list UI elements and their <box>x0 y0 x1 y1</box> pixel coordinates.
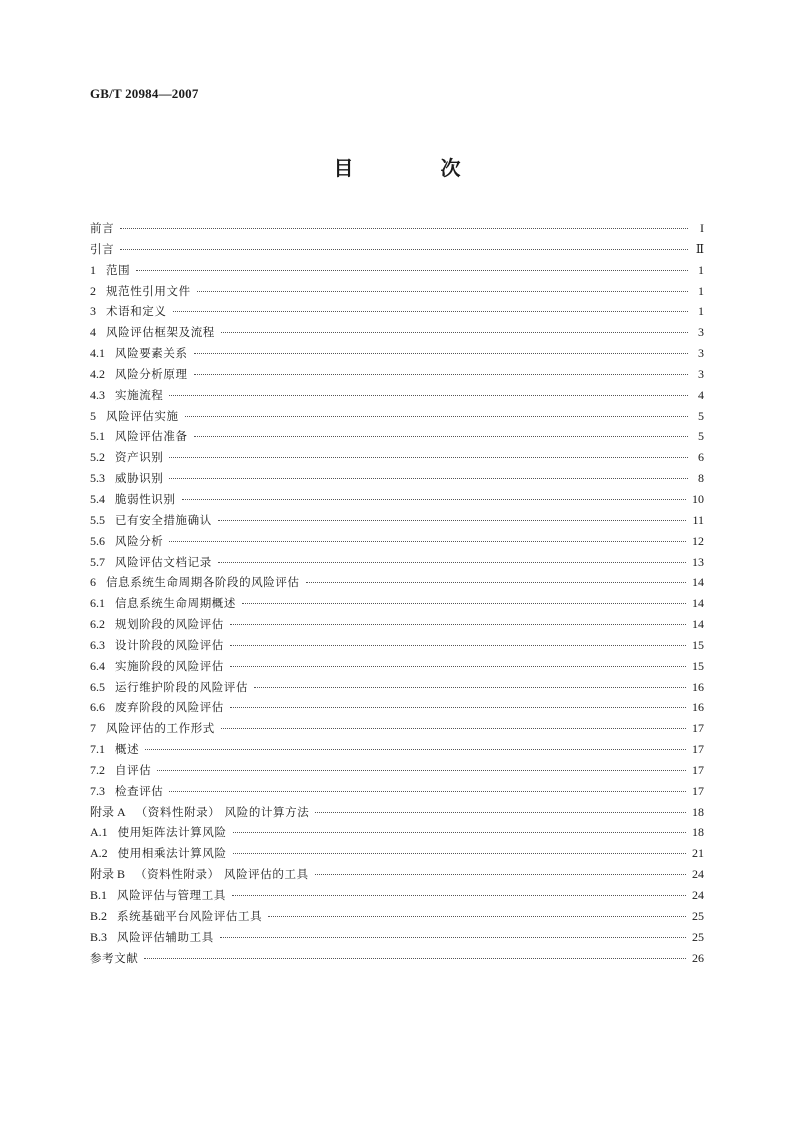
toc-entry-page: 17 <box>692 783 704 798</box>
toc-entry[interactable] <box>90 593 704 614</box>
dot-leader <box>197 291 688 292</box>
dot-leader <box>182 499 687 500</box>
toc-entry[interactable] <box>90 260 704 281</box>
toc-entry-number: B.3 <box>90 929 108 944</box>
toc-entry-page: 3 <box>698 366 704 381</box>
toc-entry-number: 7.3 <box>90 783 105 798</box>
toc-entry[interactable] <box>90 468 704 489</box>
toc-entry[interactable] <box>90 552 704 573</box>
toc-entry-page: 11 <box>692 512 704 527</box>
toc-entry-number: 5.6 <box>90 533 105 548</box>
toc-entry[interactable] <box>90 510 704 531</box>
toc-entry-label: 风险分析原理 <box>115 366 188 381</box>
dot-leader <box>230 707 686 708</box>
toc-entry-page: Ⅱ <box>695 241 704 256</box>
dot-leader <box>120 228 688 229</box>
dot-leader <box>315 874 686 875</box>
toc-entry-number: 5.5 <box>90 512 105 527</box>
toc-entry[interactable] <box>90 718 704 739</box>
toc-entry-label: 范围 <box>106 262 131 277</box>
toc-entry-label: 使用矩阵法计算风险 <box>117 825 227 840</box>
toc-entry-page: 6 <box>698 450 704 465</box>
toc-entry-label: （资料性附录） 风险的计算方法 <box>135 804 310 819</box>
toc-entry-label: 威胁识别 <box>115 471 164 486</box>
toc-entry-number: 5.3 <box>90 471 105 486</box>
dot-leader <box>218 562 686 563</box>
toc-entry[interactable] <box>90 281 704 302</box>
toc-entry-page: I <box>700 221 704 235</box>
dot-leader <box>194 436 688 437</box>
toc-entry-number: 6.1 <box>90 596 105 611</box>
toc-entry-label: 运行维护阶段的风险评估 <box>115 679 249 694</box>
toc-entry[interactable] <box>90 218 704 239</box>
page-title: 目 次 <box>333 156 501 180</box>
toc-entry[interactable] <box>90 301 704 322</box>
toc-entry-label: 实施流程 <box>115 387 164 402</box>
toc-entry-label: 已有安全措施确认 <box>115 512 212 527</box>
toc-entry-number: 2 <box>90 283 96 298</box>
document-code: GB/T 20984—2007 <box>90 86 199 101</box>
dot-leader <box>169 395 688 396</box>
toc-entry-label: 信息系统生命周期概述 <box>115 596 236 611</box>
toc-entry-number: 4.3 <box>90 387 105 402</box>
toc-entry-label: 系统基础平台风险评估工具 <box>117 908 263 923</box>
toc-entry-page: 10 <box>692 491 704 506</box>
toc-entry-label: 风险评估实施 <box>106 408 179 423</box>
dot-leader <box>169 541 686 542</box>
toc-entry-label: 脆弱性识别 <box>115 491 176 506</box>
toc-entry-page: 15 <box>692 637 704 652</box>
toc-entry-number: 5.4 <box>90 491 105 506</box>
toc-entry-label: 参考文献 <box>90 950 139 965</box>
toc-entry-number: 5.7 <box>90 554 105 569</box>
toc-entry-label: 风险评估与管理工具 <box>117 888 226 902</box>
toc-entry[interactable] <box>90 739 704 760</box>
toc-entry-label: （资料性附录） 风险评估的工具 <box>135 867 309 882</box>
dot-leader <box>194 374 688 375</box>
toc-entry-page: 16 <box>692 679 704 694</box>
toc-entry[interactable] <box>90 948 704 969</box>
toc-entry-label: 风险评估框架及流程 <box>106 325 215 340</box>
toc-entry-page: 8 <box>698 471 704 486</box>
toc-entry-page: 21 <box>692 846 704 861</box>
dot-leader <box>136 270 688 271</box>
toc-entry[interactable] <box>90 760 704 781</box>
toc-entry-number: 5.2 <box>90 450 105 465</box>
toc-entry-label: 废弃阶段的风险评估 <box>115 700 224 715</box>
toc-entry-label: 规范性引用文件 <box>106 283 191 298</box>
toc-entry-page: 14 <box>692 596 704 611</box>
toc-entry[interactable] <box>90 885 704 906</box>
toc-entry-label: 风险评估辅助工具 <box>117 929 214 944</box>
toc-entry-page: 25 <box>692 908 704 923</box>
toc-entry[interactable] <box>90 927 704 948</box>
toc-entry-page: 18 <box>692 804 704 819</box>
toc-entry[interactable] <box>90 864 704 885</box>
toc-entry[interactable] <box>90 239 704 260</box>
toc-entry-page: 5 <box>698 429 704 444</box>
toc-entry-number: 6.6 <box>90 700 105 715</box>
toc-entry-number: 4.2 <box>90 366 105 381</box>
toc-entry-label: 概述 <box>115 742 140 757</box>
toc-entry-page: 1 <box>698 304 704 319</box>
toc-entry-page: 5 <box>698 408 704 423</box>
toc-entry-label: 设计阶段的风险评估 <box>115 637 224 652</box>
toc-entry-page: 1 <box>698 283 704 298</box>
toc-entry-page: 17 <box>692 721 704 736</box>
toc-entry-number: 3 <box>90 304 96 319</box>
toc-entry[interactable] <box>90 322 704 343</box>
dot-leader <box>157 770 686 771</box>
dot-leader <box>220 937 686 938</box>
toc-entry-page: 3 <box>698 325 704 340</box>
toc-entry-page: 14 <box>692 617 704 632</box>
toc-entry[interactable] <box>90 614 704 635</box>
toc-entry-number: 4 <box>90 325 96 340</box>
toc-entry[interactable] <box>90 906 704 927</box>
toc-entry[interactable] <box>90 426 704 447</box>
toc-entry-number: 1 <box>90 262 96 277</box>
toc-entry-label: 前言 <box>90 221 115 235</box>
toc-entry-page: 13 <box>692 554 704 569</box>
toc-entry-page: 18 <box>692 825 704 840</box>
toc-entry-number: 6 <box>90 575 96 590</box>
toc-entry-label: 资产识别 <box>115 450 164 465</box>
dot-leader <box>242 603 686 604</box>
dot-leader <box>232 895 686 896</box>
toc-entry-number: 5 <box>90 408 96 423</box>
toc-entry-number: A.1 <box>90 825 108 840</box>
toc-entry[interactable] <box>90 343 704 364</box>
dot-leader <box>169 457 688 458</box>
toc-entry-label: 引言 <box>90 241 115 256</box>
toc-entry-page: 1 <box>698 262 704 277</box>
toc-entry-number: 6.5 <box>90 679 105 694</box>
table-of-contents <box>90 218 704 968</box>
toc-entry-label: 信息系统生命周期各阶段的风险评估 <box>106 575 300 590</box>
toc-entry-page: 17 <box>692 762 704 777</box>
dot-leader <box>306 582 686 583</box>
toc-entry-page: 15 <box>692 658 704 673</box>
dot-leader <box>221 728 686 729</box>
toc-entry-number: A.2 <box>90 846 108 861</box>
toc-entry-number: B.2 <box>90 908 108 923</box>
toc-entry-label: 使用相乘法计算风险 <box>117 846 227 861</box>
toc-entry-label: 风险分析 <box>115 533 164 548</box>
toc-entry[interactable] <box>90 572 704 593</box>
toc-entry-page: 24 <box>692 888 704 902</box>
toc-entry[interactable] <box>90 489 704 510</box>
toc-entry-number: 4.1 <box>90 346 105 361</box>
toc-entry[interactable] <box>90 385 704 406</box>
dot-leader <box>145 749 686 750</box>
toc-entry[interactable] <box>90 364 704 385</box>
toc-entry[interactable] <box>90 406 704 427</box>
toc-entry[interactable] <box>90 802 704 823</box>
toc-entry[interactable] <box>90 822 704 843</box>
dot-leader <box>233 853 686 854</box>
toc-entry-number: 6.3 <box>90 637 105 652</box>
dot-leader <box>169 791 686 792</box>
toc-entry-page: 14 <box>692 575 704 590</box>
toc-entry-label: 风险要素关系 <box>115 346 188 361</box>
toc-entry[interactable] <box>90 447 704 468</box>
toc-entry-label: 自评估 <box>115 762 152 777</box>
toc-entry-page: 17 <box>692 742 704 757</box>
toc-entry[interactable] <box>90 843 704 864</box>
toc-entry-label: 术语和定义 <box>106 304 167 319</box>
toc-entry[interactable] <box>90 531 704 552</box>
dot-leader <box>233 832 686 833</box>
toc-entry-number: 5.1 <box>90 429 105 444</box>
toc-entry-page: 25 <box>692 929 704 944</box>
dot-leader <box>230 666 686 667</box>
dot-leader <box>173 311 689 312</box>
dot-leader <box>144 958 686 959</box>
toc-entry-page: 12 <box>692 533 704 548</box>
toc-entry-label: 风险评估准备 <box>115 429 188 444</box>
toc-entry-number: B.1 <box>90 888 108 902</box>
toc-entry-number: 6.2 <box>90 617 105 632</box>
toc-entry-number: 6.4 <box>90 658 105 673</box>
toc-entry-number: 7.2 <box>90 762 105 777</box>
toc-entry-label: 规划阶段的风险评估 <box>115 617 224 632</box>
dot-leader <box>169 478 688 479</box>
dot-leader <box>254 687 686 688</box>
toc-entry-number: 附录 B <box>90 867 126 882</box>
toc-entry[interactable] <box>90 677 704 698</box>
dot-leader <box>120 249 688 250</box>
dot-leader <box>315 812 686 813</box>
dot-leader <box>268 916 686 917</box>
toc-entry-number: 附录 A <box>90 804 126 819</box>
toc-entry-label: 检查评估 <box>115 783 164 798</box>
toc-entry-page: 24 <box>692 867 704 882</box>
toc-entry[interactable] <box>90 781 704 802</box>
dot-leader <box>185 416 688 417</box>
dot-leader <box>230 624 686 625</box>
dot-leader <box>218 520 687 521</box>
toc-entry[interactable] <box>90 697 704 718</box>
toc-entry-page: 4 <box>698 387 704 402</box>
toc-entry[interactable] <box>90 656 704 677</box>
toc-entry-label: 风险评估文档记录 <box>115 554 212 569</box>
toc-entry-page: 16 <box>692 700 704 715</box>
toc-entry-number: 7.1 <box>90 742 105 757</box>
toc-entry-number: 7 <box>90 721 96 736</box>
dot-leader <box>194 353 688 354</box>
dot-leader <box>221 332 688 333</box>
toc-entry-page: 26 <box>692 950 704 965</box>
toc-entry-label: 实施阶段的风险评估 <box>115 658 224 673</box>
toc-entry-page: 3 <box>698 346 704 361</box>
dot-leader <box>230 645 686 646</box>
toc-entry-label: 风险评估的工作形式 <box>106 721 215 736</box>
toc-entry[interactable] <box>90 635 704 656</box>
